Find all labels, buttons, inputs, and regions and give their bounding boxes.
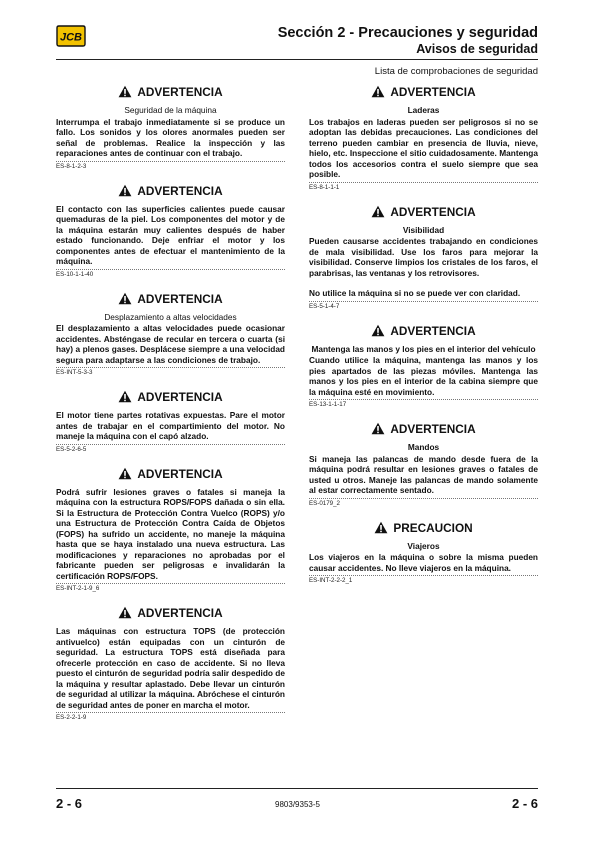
warning-title (309, 323, 538, 340)
warning-text: Los viajeros en la máquina o sobre la misma pueden causar accidentes. No lleve viajeros en la máquina. (309, 552, 538, 573)
reference-code: ES-2-2-1-9 (56, 714, 87, 721)
document-code: 9803/9353-5 (275, 800, 320, 809)
header-rule (56, 59, 538, 60)
warning-text-extra: No utilice la máquina si no se puede ver con claridad. (309, 288, 521, 298)
reference-code: ES-8-1-2-3 (56, 162, 87, 170)
warning-triangle-icon (118, 292, 132, 305)
warning-title (309, 204, 538, 221)
warning-body (56, 323, 285, 365)
warning-body (309, 454, 538, 496)
reference-code: ES-10-1-1-40 (56, 270, 94, 278)
reference-code: ES-13-1-1-17 (309, 401, 347, 408)
warning-subtitle: Mantenga las manos y los pies en el interior del vehículo (311, 343, 536, 354)
warning-title (309, 520, 538, 537)
warning-triangle-icon (118, 467, 132, 480)
reference-code: ES-8-1-1-1 (309, 183, 340, 191)
page-number-right: 2 - 6 (511, 796, 538, 811)
warning-body (56, 204, 285, 267)
reference-code: ES-5-2-6-5 (56, 445, 87, 453)
warning-text: El motor tiene partes rotativas expuestas. Pare el motor antes de trabajar en el compartimiento del motor. No maneje la máquina con el capó alzado. (56, 410, 285, 441)
warning-title-text: ADVERTENCIA (137, 291, 223, 306)
warning-title (56, 605, 285, 622)
warning-subtitle: Viajeros (407, 540, 440, 551)
warning-triangle-icon (371, 422, 385, 435)
warning-block (309, 323, 538, 410)
warning-subtitle: Seguridad de la máquina (124, 105, 217, 115)
reference-code: ES-INT-2-1-9_6 (56, 585, 100, 592)
warning-body (56, 410, 285, 442)
warning-triangle-icon (371, 85, 385, 98)
warning-subtitle: Visibilidad (402, 224, 445, 235)
reference-code: ES-INT-5-3-3 (56, 369, 93, 376)
section-title: Sección 2 - Precauciones y seguridad (277, 25, 538, 41)
footer-rule (56, 788, 538, 789)
checklist-title: Lista de comprobaciones de seguridad (374, 66, 538, 77)
warning-triangle-icon (374, 521, 388, 534)
subsection-title: Avisos de seguridad (416, 42, 538, 56)
reference-code: ES-5-1-4-7 (309, 302, 340, 310)
warning-title (56, 84, 285, 101)
warning-title-text: ADVERTENCIA (390, 422, 476, 436)
warning-text: El desplazamiento a altas velocidades puede ocasionar accidentes. Absténgase de recular en tercera o cuarta (si hay) a plenos gases. Desplácese siempre a una velocidad segura para adaptarse a las condiciones de trabajo. (56, 323, 285, 365)
warning-subtitle: Laderas (407, 105, 440, 115)
warning-title-text: ADVERTENCIA (137, 183, 223, 198)
warning-body (56, 117, 285, 159)
warning-block (56, 605, 285, 722)
warning-title-text: ADVERTENCIA (390, 85, 476, 99)
warning-block (56, 183, 285, 279)
warning-triangle-icon (118, 390, 132, 403)
warning-title (56, 389, 285, 406)
warning-title (56, 466, 285, 483)
warning-text: Cuando utilice la máquina, mantenga las manos y los pies apartados de las piezas móviles. Mantenga las manos y los pies en el interior de la cabina siempre que la máquina esté en movimiento. (309, 355, 538, 397)
warning-block (56, 84, 285, 171)
warning-body (56, 626, 285, 710)
reference-code: ES-0179_2 (309, 499, 340, 507)
warning-text: Si maneja las palancas de mando desde fuera de la máquina podrá resultar en lesiones graves o fatales de usted u otros. Maneje las palancas de mando solamente al estar correctamente sentado. (309, 453, 538, 495)
warning-block (309, 520, 538, 586)
reference-code: ES-INT-2-2-2_1 (309, 577, 353, 584)
warning-body (56, 487, 285, 582)
warning-block (56, 466, 285, 594)
warning-subtitle: Desplazamiento a altas velocidades (104, 311, 237, 322)
warning-block (309, 421, 538, 508)
warning-text: Las máquinas con estructura TOPS (de protección antivuelco) están equipadas con un cinturón de seguridad. La estructura TOPS está diseñada para ofrecerle protección en caso de accidente. Si no lleva puesto el cinturón de seguridad podría salir despedido de la máquina y resultar aplastado. Debe llevar un cinturón de seguridad al utilizar la máquina. Abróchese el cinturón de seguridad antes de poner en marcha el motor. (56, 626, 285, 710)
warning-body (309, 117, 538, 180)
warning-text: Podrá sufrir lesiones graves o fatales si maneja la máquina con la estructura ROPS/FOPS dañada o sin ella. Si la Estructura de Protección Contra Vuelco (ROPS) y/o una Estructura de Protección Contra Caída de Objetos (FOPS) ha sufrido un accidente, no maneje la máquina hasta que se haya instalado una nueva estructura. Las modificaciones y reparaciones no aprobadas por el fabricante pueden ser peligrosas e invalidarán la certificación ROPS/FOPS. (56, 486, 285, 581)
warning-text: El contacto con las superficies calientes puede causar quemaduras de la piel. Los componentes del motor y de la máquina estarán muy calientes después de haber estado funcionando. Deje enfriar el motor y los componentes antes de efectuar el mantenimiento de la máquina. (56, 203, 285, 266)
warning-text: Los trabajos en laderas pueden ser peligrosos si no se adoptan las debidas precauciones. Las condiciones del terreno pueden cambiar en presencia de lluvia, nieve, hielo, etc. Inspeccione el sitio cuidadosamente. Mantenga todos los accesorios contra el suelo siempre que sea posible. (309, 116, 538, 179)
warning-title-text: ADVERTENCIA (137, 85, 223, 99)
svg-text:JCB: JCB (59, 31, 83, 44)
warning-title-text: ADVERTENCIA (137, 606, 223, 620)
warning-block (309, 204, 538, 311)
warning-title-text: ADVERTENCIA (137, 390, 223, 404)
warning-title-text: ADVERTENCIA (137, 466, 223, 481)
warning-body (309, 355, 538, 397)
warning-title-text: PRECAUCION (393, 520, 473, 535)
page-number-left: 2 - 6 (56, 796, 83, 811)
warning-title (56, 183, 285, 200)
warning-triangle-icon (371, 324, 385, 337)
warning-title-text: ADVERTENCIA (390, 323, 476, 338)
warning-triangle-icon (118, 606, 132, 619)
warning-title (309, 421, 538, 438)
warning-triangle-icon (118, 184, 132, 197)
warning-text: Pueden causarse accidentes trabajando en condiciones de mala visibilidad. Use los faros para mejorar la visibilidad. Conserve limpios los cristales de los faros, el parabrisas, las ventanas y los retrovisores. (309, 236, 538, 278)
warning-triangle-icon (371, 205, 385, 218)
warning-triangle-icon (118, 85, 132, 98)
jcb-logo (56, 24, 86, 48)
warning-block (309, 84, 538, 192)
left-column (56, 84, 285, 734)
warning-subtitle: Mandos (407, 442, 440, 452)
warning-title (309, 84, 538, 101)
right-column (309, 84, 538, 597)
warning-title-text: ADVERTENCIA (390, 204, 476, 219)
warning-title (56, 291, 285, 308)
warning-text: Interrumpa el trabajo inmediatamente si se produce un fallo. Los sonidos y los olores anormales pueden ser señal de problemas. Realice la inspección y las reparaciones antes de continuar con el trabajo. (56, 116, 285, 158)
warning-body (309, 236, 538, 299)
warning-block (56, 389, 285, 454)
warning-body (309, 552, 538, 573)
warning-block (56, 291, 285, 378)
